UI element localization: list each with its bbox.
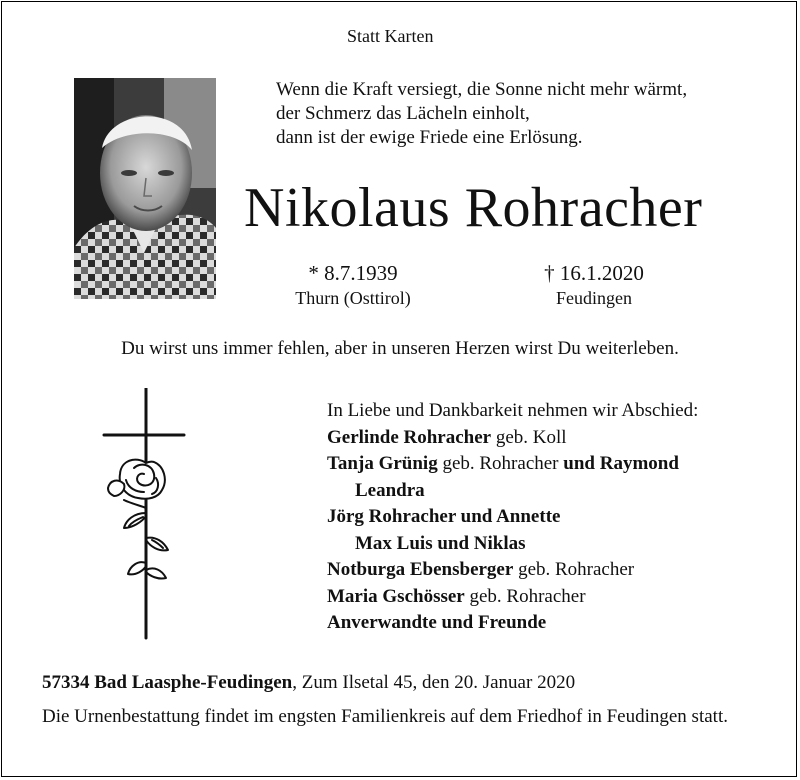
mourner-note: geb. Rohracher (437, 453, 559, 474)
mourner-name: Max Luis und Niklas (355, 532, 526, 554)
mourner-row (327, 425, 698, 452)
mourner-row (327, 531, 698, 558)
mourner-name: Jörg Rohracher und Annette (327, 506, 561, 527)
poem-line: der Schmerz das Lächeln einholt, (276, 103, 530, 124)
birth-date: * 8.7.1939 (308, 261, 398, 285)
mourner-row (327, 610, 698, 637)
deceased-name: Nikolaus Rohracher (244, 177, 703, 239)
death-place: Feudingen (556, 288, 632, 308)
mourner-name: Notburga Ebensberger (327, 559, 514, 580)
portrait-photo (74, 78, 216, 299)
mourner-partner: und Raymond (558, 453, 679, 474)
mourner-row (327, 504, 698, 531)
mourner-note: geb. Koll (491, 426, 567, 448)
address-line (42, 672, 575, 694)
poem-line: dann ist der ewige Friede eine Erlösung. (276, 127, 583, 148)
funeral-note: Die Urnenbestattung findet im engsten Familienkreis auf dem Friedhof in Feudingen statt. (42, 706, 728, 727)
family-intro: In Liebe und Dankbarkeit nehmen wir Abschied: (327, 400, 699, 421)
mourner-name: Anverwandte und Freunde (327, 612, 547, 633)
cross-with-rose-icon (96, 388, 196, 648)
mourner-row (327, 584, 698, 611)
statt-karten-heading: Statt Karten (347, 26, 434, 46)
address-rest: , Zum Ilsetal 45, den 20. Januar 2020 (292, 672, 576, 693)
farewell-line: Du wirst uns immer fehlen, aber in unseren Herzen wirst Du weiterleben. (121, 338, 679, 359)
mourner-name: Gerlinde Rohracher (327, 426, 492, 448)
poem-line: Wenn die Kraft versiegt, die Sonne nicht mehr wärmt, (276, 79, 688, 100)
mourner-name: Leandra (355, 479, 425, 501)
mourner-row (327, 478, 698, 505)
mourner-note: geb. Rohracher (464, 585, 586, 607)
family-list (327, 398, 698, 637)
death-date: † 16.1.2020 (544, 261, 644, 285)
poem (276, 78, 687, 150)
birth-place: Thurn (Osttirol) (295, 288, 411, 308)
mourner-name: Maria Gschösser (327, 585, 465, 607)
death-block (530, 260, 658, 310)
mourner-name: Tanja Grünig (327, 453, 438, 474)
mourner-row (327, 451, 698, 478)
address-place: 57334 Bad Laasphe-Feudingen (42, 672, 293, 693)
birth-block (282, 260, 424, 310)
mourner-row (327, 557, 698, 584)
mourner-note: geb. Rohracher (513, 559, 635, 580)
